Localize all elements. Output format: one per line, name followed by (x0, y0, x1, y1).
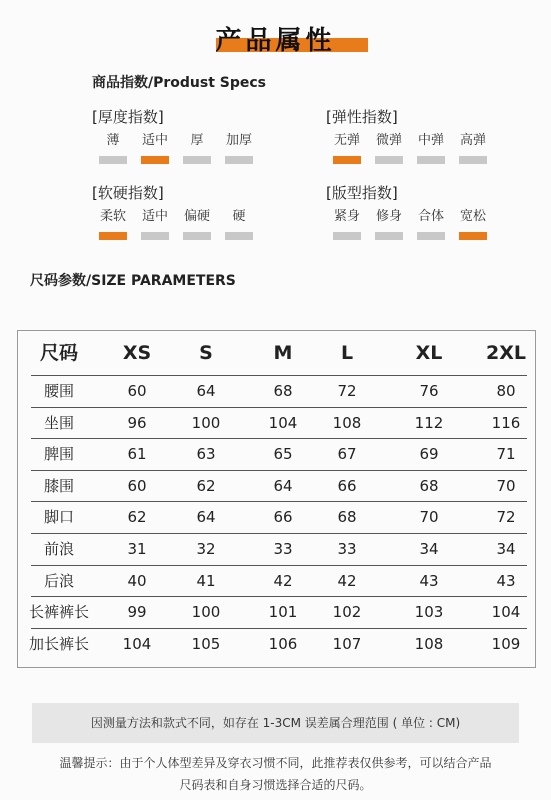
table-cell: 76 (419, 382, 439, 400)
size-table (17, 330, 536, 668)
spec-group-label: [弹性指数] (326, 108, 398, 126)
spec-option (410, 208, 452, 240)
table-cell: 104 (268, 413, 298, 432)
spec-option-bar (375, 156, 403, 164)
table-cell: 42 (273, 571, 293, 590)
table-cell: 40 (127, 571, 147, 590)
table-cell: 34 (496, 540, 516, 558)
spec-option-bar-active (333, 156, 361, 164)
table-row-label: 后浪 (43, 571, 74, 590)
table-cell: 104 (491, 603, 521, 622)
spec-group-elasticity (326, 106, 494, 164)
table-cell: 70 (419, 508, 439, 527)
table-cell: 32 (196, 540, 216, 558)
page-title: 产品属性 (215, 26, 336, 56)
spec-group-thickness (92, 106, 260, 164)
spec-options (326, 132, 494, 164)
spec-option-label: 硬 (232, 209, 246, 224)
table-header-cell: L (340, 342, 354, 364)
size-parameters-heading: 尺码参数/SIZE PARAMETERS (30, 273, 236, 289)
spec-option-label: 适中 (141, 133, 168, 148)
table-cell: 108 (414, 634, 444, 653)
table-cell: 72 (337, 382, 357, 400)
spec-option-label: 柔软 (99, 209, 126, 224)
spec-option (218, 208, 260, 240)
table-row (28, 629, 527, 661)
tip-line-2: 尺码表和自身习惯选择合适的尺码。 (179, 778, 372, 792)
table-cell: 104 (122, 634, 152, 653)
spec-option (452, 208, 494, 240)
spec-option-label: 高弹 (459, 133, 486, 148)
spec-option-label: 加厚 (225, 133, 252, 148)
spec-option-bar (99, 156, 127, 164)
table-cell: 116 (491, 413, 521, 432)
table-cell: 66 (337, 476, 357, 495)
table-row-label: 坐围 (43, 413, 74, 432)
spec-group-label: [软硬指数] (92, 184, 164, 202)
table-row (28, 597, 527, 629)
table-row (31, 534, 527, 566)
table-cell: 105 (191, 634, 221, 653)
table-header-cell: S (199, 342, 213, 364)
spec-option (176, 132, 218, 164)
table-cell: 80 (496, 382, 516, 400)
table-cell: 60 (127, 382, 147, 400)
table-row-label: 脚口 (43, 508, 74, 527)
table-cell: 64 (273, 476, 293, 495)
tip-note (0, 752, 551, 796)
spec-option (410, 132, 452, 164)
table-cell: 43 (496, 571, 516, 590)
spec-option-bar (225, 156, 253, 164)
spec-option (134, 208, 176, 240)
table-row (31, 566, 527, 598)
table-cell: 103 (414, 603, 444, 622)
spec-option-label: 微弹 (375, 133, 402, 148)
table-cell: 101 (268, 603, 298, 622)
table-cell: 62 (196, 476, 216, 495)
spec-option (368, 132, 410, 164)
table-cell: 102 (332, 603, 362, 622)
spec-option-label: 偏硬 (183, 209, 210, 224)
table-header-cell: 尺码 (39, 342, 78, 364)
table-row-label: 前浪 (43, 540, 74, 558)
table-cell: 96 (127, 413, 147, 432)
table-row (31, 471, 527, 503)
spec-option-label: 修身 (375, 209, 402, 224)
table-cell: 99 (127, 603, 147, 622)
table-row-label: 加长裤长 (28, 634, 89, 653)
table-row (31, 408, 527, 440)
table-cell: 41 (196, 571, 216, 590)
table-header-row (31, 331, 527, 376)
table-cell: 70 (496, 476, 516, 495)
spec-option (92, 208, 134, 240)
table-cell: 107 (332, 634, 362, 653)
spec-option-label: 无弹 (333, 133, 360, 148)
spec-option-label: 中弹 (417, 133, 444, 148)
spec-option-bar (375, 232, 403, 240)
table-cell: 33 (273, 540, 293, 558)
table-row-label: 脾围 (43, 445, 74, 464)
table-row (31, 376, 527, 408)
table-cell: 69 (419, 445, 439, 464)
table-row (31, 439, 527, 471)
table-cell: 109 (491, 634, 521, 653)
table-row-label: 腰围 (43, 382, 74, 400)
tip-line-1: 温馨提示：由于个人体型差异及穿衣习惯不同，此推荐表仅供参考，可以结合产品 (59, 756, 492, 770)
spec-option (368, 208, 410, 240)
spec-option-bar (141, 232, 169, 240)
table-cell: 34 (419, 540, 439, 558)
spec-group-softness (92, 182, 260, 240)
spec-option-label: 宽松 (459, 209, 486, 224)
spec-option-label: 适中 (141, 209, 168, 224)
spec-group-label: [版型指数] (326, 184, 398, 202)
spec-option-bar (333, 232, 361, 240)
spec-options (92, 208, 260, 240)
table-cell: 68 (337, 508, 357, 527)
page-title-banner (0, 14, 551, 58)
table-cell: 60 (127, 476, 147, 495)
table-cell: 68 (419, 476, 439, 495)
spec-option (134, 132, 176, 164)
spec-option (326, 132, 368, 164)
spec-option-bar (417, 156, 445, 164)
spec-option (218, 132, 260, 164)
spec-group-label: [厚度指数] (92, 108, 164, 126)
table-cell: 31 (127, 540, 147, 558)
table-cell: 66 (273, 508, 293, 527)
specs-title: 商品指数/Produst Specs (92, 75, 267, 91)
table-cell: 106 (268, 634, 298, 653)
table-cell: 112 (414, 413, 444, 432)
spec-option-label: 合体 (417, 209, 444, 224)
spec-option-label: 薄 (106, 133, 120, 148)
table-row (31, 502, 527, 534)
spec-option (326, 208, 368, 240)
table-cell: 67 (337, 445, 357, 464)
spec-option-bar (459, 156, 487, 164)
table-header-cell: XS (122, 342, 152, 364)
table-cell: 43 (419, 571, 439, 590)
measurement-note: 因测量方法和款式不同，如存在 1-3CM 误差属合理范围 ( 单位 : CM) (32, 703, 519, 743)
spec-option-label: 厚 (190, 133, 204, 148)
spec-option-bar (183, 156, 211, 164)
table-cell: 64 (196, 508, 216, 527)
spec-option-bar-active (459, 232, 487, 240)
table-cell: 100 (191, 413, 221, 432)
table-cell: 61 (127, 445, 147, 464)
table-cell: 62 (127, 508, 147, 527)
spec-option (92, 132, 134, 164)
table-cell: 65 (273, 445, 293, 464)
table-cell: 71 (496, 445, 516, 464)
spec-option-bar-active (141, 156, 169, 164)
spec-option-label: 紧身 (333, 209, 360, 224)
table-cell: 100 (191, 603, 221, 622)
spec-options (326, 208, 494, 240)
table-cell: 72 (496, 508, 516, 527)
table-header-cell: XL (415, 342, 443, 364)
table-cell: 33 (337, 540, 357, 558)
table-cell: 64 (196, 382, 216, 400)
spec-option-bar (417, 232, 445, 240)
table-header-cell: M (273, 342, 293, 364)
table-cell: 63 (196, 445, 216, 464)
spec-option (176, 208, 218, 240)
table-row-label: 长裤裤长 (28, 603, 89, 622)
spec-option-bar (225, 232, 253, 240)
table-cell: 108 (332, 413, 362, 432)
table-cell: 42 (337, 571, 357, 590)
spec-option-bar-active (99, 232, 127, 240)
spec-group-fit (326, 182, 494, 240)
table-row-label: 膝围 (43, 476, 74, 495)
spec-options (92, 132, 260, 164)
table-header-cell: 2XL (486, 342, 526, 364)
spec-option-bar (183, 232, 211, 240)
spec-option (452, 132, 494, 164)
table-cell: 68 (273, 382, 293, 400)
